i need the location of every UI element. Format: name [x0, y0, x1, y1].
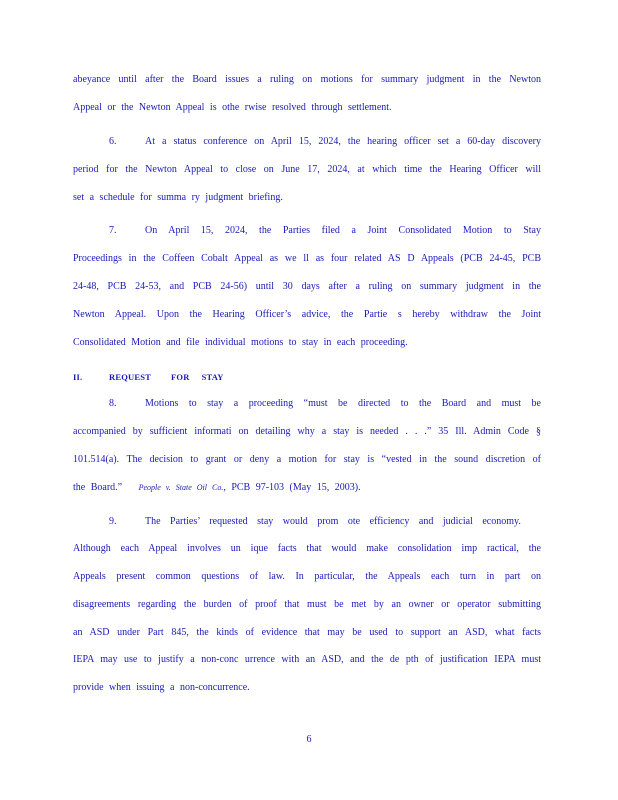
text-line: Proceedings in the Coffeen Cobalt Appeal as we ll as four related AS D Appeals (PCB 24-45, PCB — [73, 253, 541, 264]
text-line: period for the Newton Appeal to close on June 17, 2024, at which time the Hearing Officer will — [73, 164, 541, 175]
text-span: , PCB 97-103 (May 15, 2003). — [223, 482, 361, 493]
text-line: At a status conference on April 15, 2024, the hearing officer set a 60-day discovery — [145, 136, 541, 147]
heading-number: II. — [73, 372, 83, 382]
text-line: On April 15, 2024, the Parties filed a Joint Consolidated Motion to Stay — [145, 225, 541, 236]
text-line: set a schedule for summa ry judgment briefing. — [73, 192, 283, 203]
text-line: Appeals present common questions of law. In particular, the Appeals each turn in part on — [73, 571, 541, 582]
text-line: accompanied by sufficient informati on detailing why a stay is needed . . .” 35 Ill. Admin Code § — [73, 426, 541, 437]
text-line: Appeal or the Newton Appeal is othe rwise resolved through settlement. — [73, 102, 392, 113]
text-line: abeyance until after the Board issues a ruling on motions for summary judgment in the Newton — [73, 74, 541, 85]
text-line: IEPA may use to justify a non-conc urrence with an ASD, and the de pth of justification IEPA must — [73, 654, 541, 665]
page-number: 6 — [306, 734, 312, 745]
text-line: Consolidated Motion and file individual motions to stay in each proceeding. — [73, 337, 408, 348]
text-line: Newton Appeal. Upon the Hearing Officer’s advice, the Partie s hereby withdraw the Joint — [73, 309, 541, 320]
case-citation: People v. State Oil Co. — [138, 483, 224, 492]
text-line: The Parties’ requested stay would prom ote efficiency and judicial economy. — [145, 516, 521, 527]
paragraph-number: 9. — [109, 516, 117, 527]
heading-word: FOR — [171, 372, 190, 382]
text-line: an ASD under Part 845, the kinds of evidence that may be used to support an ASD, what facts — [73, 627, 541, 638]
text-line: provide when issuing a non-concurrence. — [73, 682, 250, 693]
text-line: 101.514(a). The decision to grant or deny a motion for stay is “vested in the sound discretion of — [73, 454, 541, 465]
text-span: the Board.” — [73, 482, 123, 493]
paragraph-number: 7. — [109, 225, 117, 236]
heading-word: STAY — [201, 372, 224, 382]
heading-word: REQUEST — [109, 372, 152, 382]
paragraph-number: 6. — [109, 136, 117, 147]
section-heading — [73, 371, 224, 383]
text-line: Motions to stay a proceeding “must be directed to the Board and must be — [145, 398, 541, 409]
text-line: 24-48, PCB 24-53, and PCB 24-56) until 30 days after a ruling on summary judgment in the — [73, 281, 541, 292]
text-line — [73, 482, 541, 494]
text-line: disagreements regarding the burden of proof that must be met by an owner or operator submitting — [73, 599, 541, 610]
paragraph-number: 8. — [109, 398, 117, 409]
text-line: Although each Appeal involves un ique facts that would make consolidation imp ractical, the — [73, 543, 541, 554]
